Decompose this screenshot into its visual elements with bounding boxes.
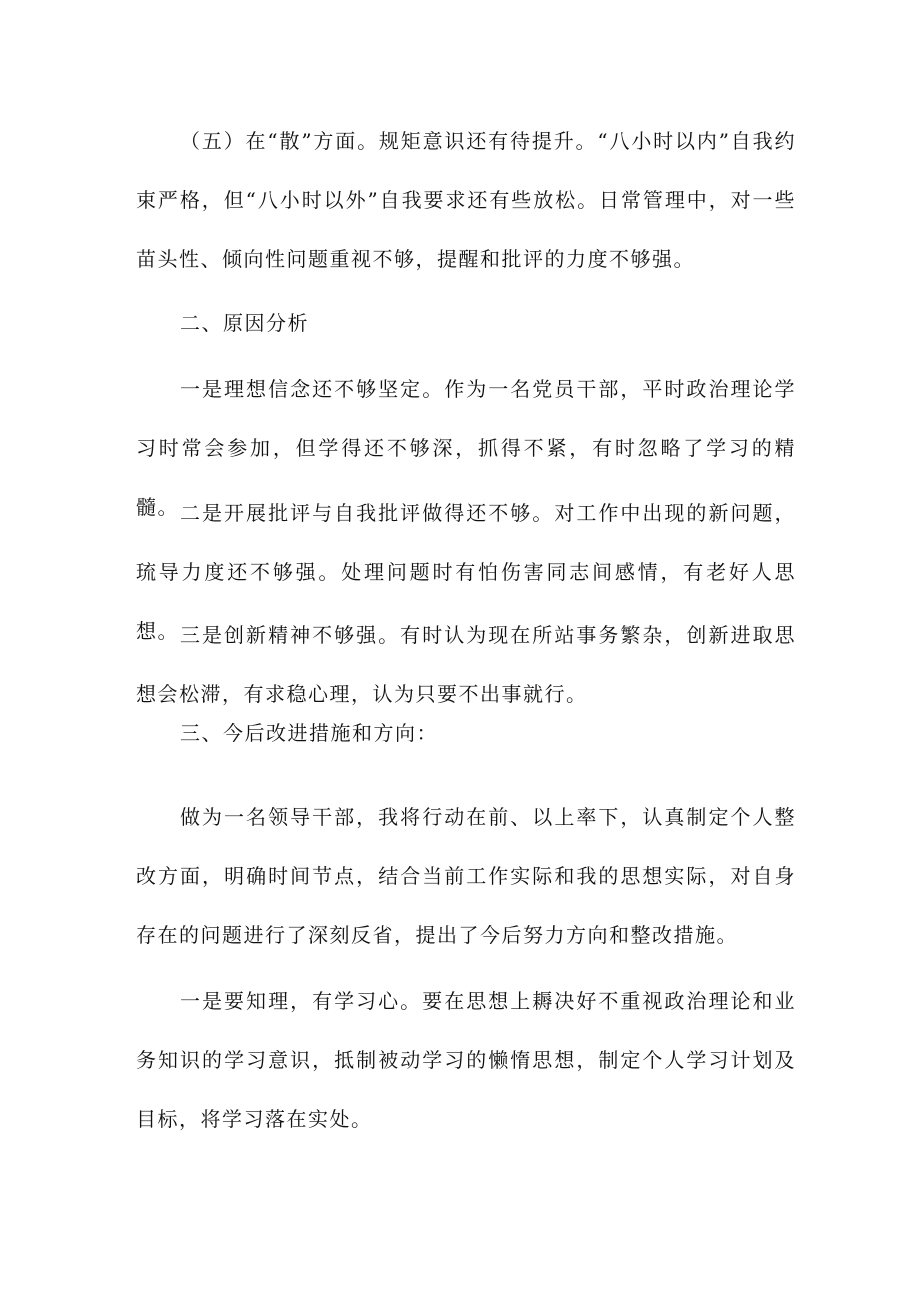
heading-cause-analysis: 二、原因分析 bbox=[180, 311, 309, 335]
paragraph-study-mindset: 一是要知理，有学习心。要在思想上耨决好不重视政治理论和业务知识的学习意识，抵制被动学习的懒惰思想，制定个人学习计划及目标，将学习落在实处。 bbox=[136, 989, 796, 1131]
paragraph-ideals-belief: 一是理想信念还不够坚定。作为一名党员干部，平时政治理论学习时常会参加，但学得还不够深，抓得不紧，有时忽略了学习的精髓。 bbox=[136, 377, 796, 519]
paragraph-leader-commitment: 做为一名领导干部，我将行动在前、以上率下，认真制定个人整改方面，明确时间节点，结合当前工作实际和我的思想实际，对自身存在的问题进行了深刻反省，提出了今后努力方向和整改措施。 bbox=[136, 805, 796, 947]
heading-improvement-measures: 三、今后改进措施和方向： bbox=[180, 721, 438, 745]
paragraph-scattered-discipline: （五）在“散”方面。规矩意识还有待提升。“八小时以内”自我约束严格，但“八小时以外”自我要求还有些放松。日常管理中，对一些苗头性、倾向性问题重视不够，提醒和批评的力度不够强。 bbox=[136, 129, 796, 271]
paragraph-criticism: 二是开展批评与自我批评做得还不够。对工作中出现的新问题，琉导力度还不够强。处理问题时有怕伤害同志间感情，有老好人思想。 bbox=[136, 501, 796, 643]
paragraph-innovation: 三是创新精神不够强。有时认为现在所站事务繁杂，创新进取思想会松滞，有求稳心理，认为只要不出事就行。 bbox=[136, 623, 796, 706]
